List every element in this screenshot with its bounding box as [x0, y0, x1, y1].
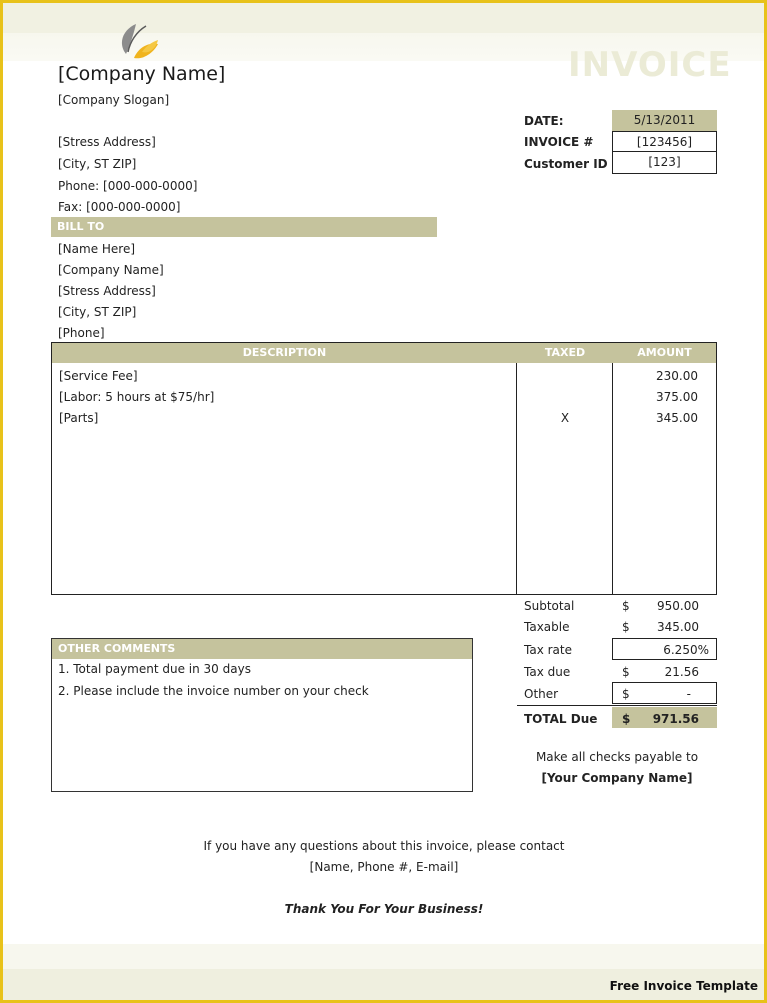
bill-to-line: [Company Name] — [58, 263, 164, 277]
comments-box — [51, 638, 473, 792]
other-currency: $ — [622, 687, 630, 701]
total-due-value: 971.56 — [652, 712, 699, 726]
bill-to-line: [City, ST ZIP] — [58, 305, 137, 319]
comment-line: 1. Total payment due in 30 days — [58, 662, 251, 676]
subtotal-label: Subtotal — [524, 599, 575, 613]
bill-to-line: [Stress Address] — [58, 284, 156, 298]
company-address-line: [City, ST ZIP] — [58, 157, 137, 171]
column-description: DESCRIPTION — [242, 346, 327, 359]
taxable-label: Taxable — [524, 620, 570, 634]
tax-due-currency: $ — [622, 665, 630, 679]
company-fax: Fax: [000-000-0000] — [58, 200, 181, 214]
comments-header: OTHER COMMENTS — [52, 639, 472, 659]
leaf-logo-icon — [112, 18, 164, 62]
column-taxed: TAXED — [544, 346, 586, 359]
item-amount: 345.00 — [656, 411, 698, 425]
customer-id-label: Customer ID — [524, 157, 608, 171]
customer-id-value: [123] — [612, 152, 717, 174]
tax-rate-value: 6.250% — [663, 643, 709, 657]
invoice-number-label: INVOICE # — [524, 135, 594, 149]
item-description: [Service Fee] — [59, 369, 138, 383]
payable-note: Make all checks payable to — [535, 750, 699, 764]
other-label: Other — [524, 687, 559, 701]
contact-note: If you have any questions about this invoice, please contact — [203, 839, 565, 853]
thank-you-note: Thank You For Your Business! — [284, 902, 484, 916]
item-description: [Parts] — [59, 411, 99, 425]
taxable-currency: $ — [622, 620, 630, 634]
tax-rate-label: Tax rate — [524, 643, 572, 657]
invoice-number-value: [123456] — [612, 131, 717, 152]
contact-details: [Name, Phone #, E-mail] — [309, 860, 459, 874]
footer-label: Free Invoice Template — [609, 979, 758, 993]
invoice-title: INVOICE — [568, 45, 732, 85]
item-amount: 230.00 — [656, 369, 698, 383]
subtotal-currency: $ — [622, 599, 630, 613]
column-amount: AMOUNT — [637, 346, 692, 359]
item-description: [Labor: 5 hours at $75/hr] — [59, 390, 215, 404]
taxable-value: 345.00 — [657, 620, 699, 634]
bill-to-header: BILL TO — [51, 217, 437, 237]
column-divider — [612, 363, 613, 594]
payable-company: [Your Company Name] — [541, 771, 693, 785]
date-value: 5/13/2011 — [612, 110, 717, 131]
subtotal-value: 950.00 — [657, 599, 699, 613]
other-value: - — [686, 687, 691, 701]
total-divider — [517, 705, 717, 706]
items-table — [51, 342, 717, 595]
items-table-header — [52, 343, 716, 363]
bill-to-line: [Name Here] — [58, 242, 136, 256]
item-taxed-mark: X — [560, 411, 570, 425]
total-due-label: TOTAL Due — [524, 712, 598, 726]
company-slogan: [Company Slogan] — [58, 93, 170, 107]
date-label: DATE: — [524, 114, 564, 128]
total-due-currency: $ — [622, 712, 631, 726]
bill-to-line: [Phone] — [58, 326, 105, 340]
company-name: [Company Name] — [58, 63, 226, 85]
company-phone: Phone: [000-000-0000] — [58, 179, 198, 193]
item-amount: 375.00 — [656, 390, 698, 404]
comment-line: 2. Please include the invoice number on your check — [58, 684, 369, 698]
tax-due-value: 21.56 — [664, 665, 699, 679]
tax-due-label: Tax due — [524, 665, 571, 679]
company-address-line: [Stress Address] — [58, 135, 156, 149]
column-divider — [516, 363, 517, 594]
